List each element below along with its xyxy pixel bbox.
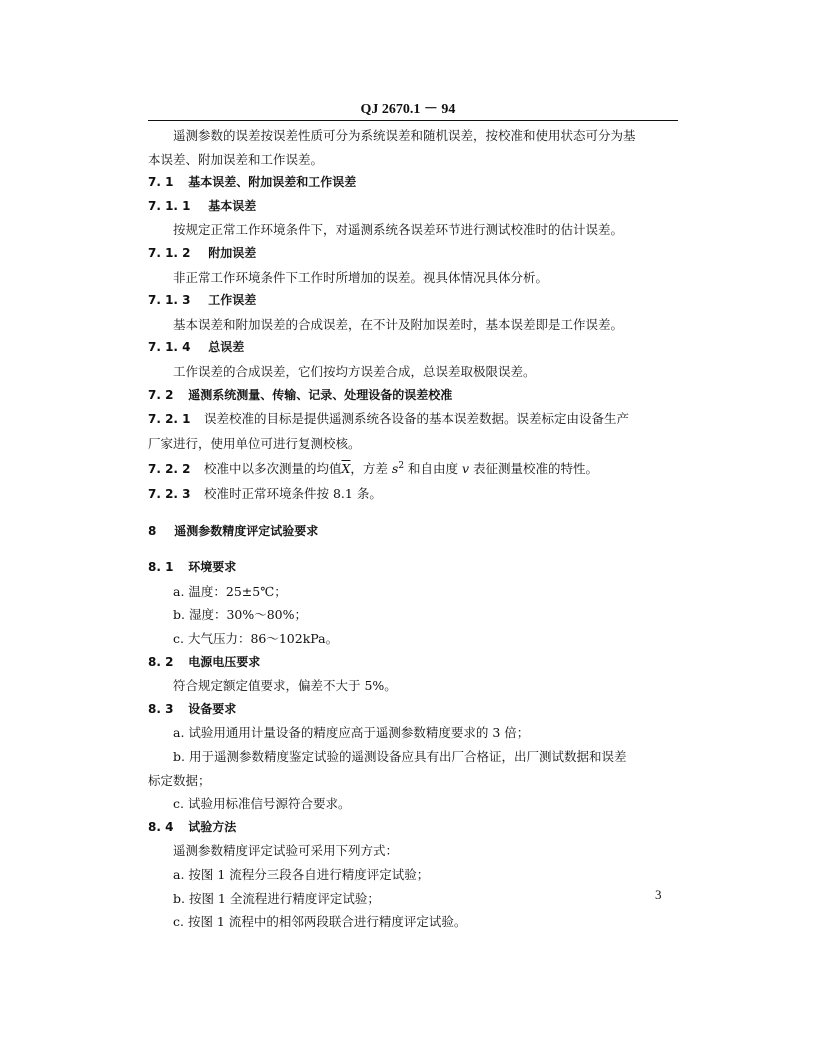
section-number: 7. 1. 1: [148, 198, 191, 213]
page-number: 3: [655, 887, 662, 902]
spacer: [148, 543, 678, 556]
list-item: b. 湿度：30%～80%；: [173, 607, 308, 623]
section-7-1-3-heading: [148, 289, 678, 313]
section-7-2-1-line-1: [148, 407, 678, 432]
section-title: 环境要求: [188, 560, 237, 575]
text-part-1: 校准中以多次测量的均值: [204, 461, 342, 477]
section-number: 8. 1: [148, 560, 174, 575]
section-number: 7. 1: [148, 175, 174, 190]
header-rule: [148, 120, 678, 121]
text-part-4: 表征测量校准的特性。: [469, 461, 599, 477]
section-8-4-heading: [148, 816, 678, 840]
section-8-1-heading: [148, 556, 678, 580]
section-title: 遥测系统测量、传输、记录、处理设备的误差校准: [188, 387, 453, 402]
section-7-1-4-heading: [148, 336, 678, 360]
list-item: b. 按图 1 全流程进行精度评定试验；: [173, 890, 380, 906]
section-7-1-2-heading: [148, 242, 678, 266]
section-number: 7. 2. 1: [148, 412, 191, 427]
section-title: 基本误差: [208, 198, 257, 213]
section-number: 7. 1. 4: [148, 340, 191, 355]
section-8-3-heading: [148, 698, 678, 722]
list-item: b. 用于遥测参数精度鉴定试验的遥测设备应具有出厂合格证，出厂测试数据和误差: [173, 749, 627, 764]
section-7-2-3-line: [148, 482, 678, 507]
section-title: 基本误差、附加误差和工作误差: [188, 175, 357, 190]
section-7-1-heading: [148, 171, 678, 195]
document-header-code: QJ 2670.1 － 94: [360, 102, 456, 117]
list-item: c. 试验用标准信号源符合要求。: [173, 796, 351, 812]
list-item: a. 温度：25±5℃；: [173, 583, 287, 599]
section-7-2-2-line: [148, 455, 678, 482]
section-title: 试验方法: [188, 819, 237, 834]
section-8-2-body: 符合规定额定值要求，偏差不大于 5%。: [173, 678, 397, 694]
document-body: [148, 124, 678, 934]
section-7-2-3-text: 校准时正常环境条件按 8.1 条。: [204, 486, 382, 502]
section-7-1-1-heading: [148, 195, 678, 219]
section-title: 电源电压要求: [188, 654, 261, 669]
intro-line-2: 本误差、附加误差和工作误差。: [148, 151, 324, 167]
section-number: 7. 1. 3: [148, 293, 191, 308]
list-item: c. 大气压力：86～102kPa。: [173, 631, 339, 647]
section-title: 遥测参数精度评定试验要求: [174, 523, 319, 538]
list-item: a. 试验用通用计量设备的精度应高于遥测参数精度要求的 3 倍；: [173, 725, 530, 741]
section-number: 8. 4: [148, 819, 174, 834]
section-number: 8. 2: [148, 654, 174, 669]
text-part-3: 和自由度: [404, 461, 463, 477]
spacer: [148, 507, 678, 520]
section-number: 7. 1. 2: [148, 245, 191, 260]
section-7-1-3-body: 基本误差和附加误差的合成误差，在不计及附加误差时，基本误差即是工作误差。: [173, 316, 624, 332]
text-part-2: ，方差: [350, 461, 392, 477]
section-7-1-1-body: 按规定正常工作环境条件下，对遥测系统各误差环节进行测试校准时的估计误差。: [173, 222, 624, 238]
section-number: 7. 2. 3: [148, 487, 191, 502]
list-item: a. 按图 1 流程分三段各自进行精度评定试验；: [173, 866, 430, 882]
variance-exponent: 2: [398, 461, 405, 472]
section-title: 附加误差: [208, 245, 257, 260]
section-number: 7. 2: [148, 387, 174, 402]
section-title: 总误差: [208, 340, 245, 355]
section-number: 8. 3: [148, 701, 174, 716]
dof-symbol: v: [462, 461, 470, 477]
section-7-1-4-body: 工作误差的合成误差，它们按均方误差合成，总误差取极限误差。: [173, 363, 536, 379]
list-item: c. 按图 1 流程中的相邻两段联合进行精度评定试验。: [173, 914, 467, 930]
section-7-2-heading: [148, 384, 678, 408]
mean-symbol: $\overline{X}$: [341, 461, 351, 477]
section-number: 8: [148, 523, 157, 538]
section-8-heading: [148, 520, 678, 544]
section-number: 7. 2. 2: [148, 462, 191, 477]
list-item-continuation: 标定数据；: [148, 772, 211, 788]
variance-symbol: s: [391, 461, 399, 477]
section-7-2-1-line-2: 厂家进行，使用单位可进行复测校核。: [148, 435, 361, 451]
section-title: 工作误差: [208, 293, 257, 308]
section-7-1-2-body: 非正常工作环境条件下工作时所增加的误差。视具体情况具体分析。: [173, 269, 549, 285]
section-8-2-heading: [148, 651, 678, 675]
intro-line-1: 遥测参数的误差按误差性质可分为系统误差和随机误差，按校准和使用状态可分为基: [173, 128, 636, 143]
section-8-4-body: 遥测参数精度评定试验可采用下列方式：: [173, 843, 399, 859]
section-7-2-1-text: 误差校准的目标是提供遥测系统各设备的基本误差数据。误差标定由设备生产: [204, 411, 630, 427]
section-title: 设备要求: [188, 701, 237, 716]
